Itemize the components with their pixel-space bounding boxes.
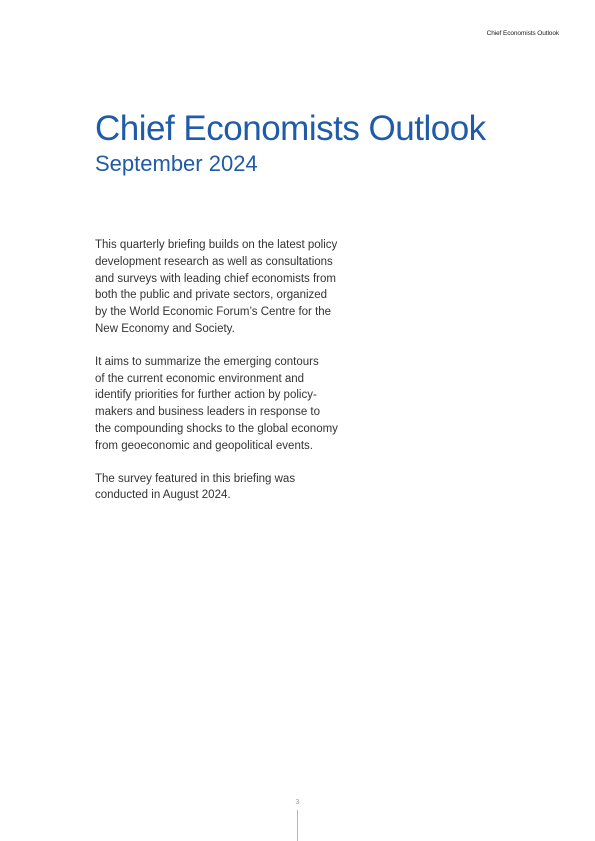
document-title: Chief Economists Outlook xyxy=(95,109,486,148)
paragraph-intro: This quarterly briefing builds on the latest policy development research as well as consultations and surveys with leading chief economists from both the public and private sectors, organized by the World Economic Forum’s Centre for the New Economy and Society. xyxy=(95,239,338,335)
page-divider-line xyxy=(297,810,298,841)
document-subtitle: September 2024 xyxy=(95,151,258,176)
title-block xyxy=(95,108,555,178)
body-text xyxy=(95,237,380,520)
paragraph-aims: It aims to summarize the emerging contours of the current economic environment and identify priorities for further action by policy- makers and business leaders in response to the compounding shocks to the global economy from geoeconomic and geopolitical events. xyxy=(95,355,338,452)
running-header: Chief Economists Outlook xyxy=(486,30,559,37)
page-number: 3 xyxy=(295,799,300,806)
paragraph-survey: The survey featured in this briefing was conducted in August 2024. xyxy=(95,472,296,502)
